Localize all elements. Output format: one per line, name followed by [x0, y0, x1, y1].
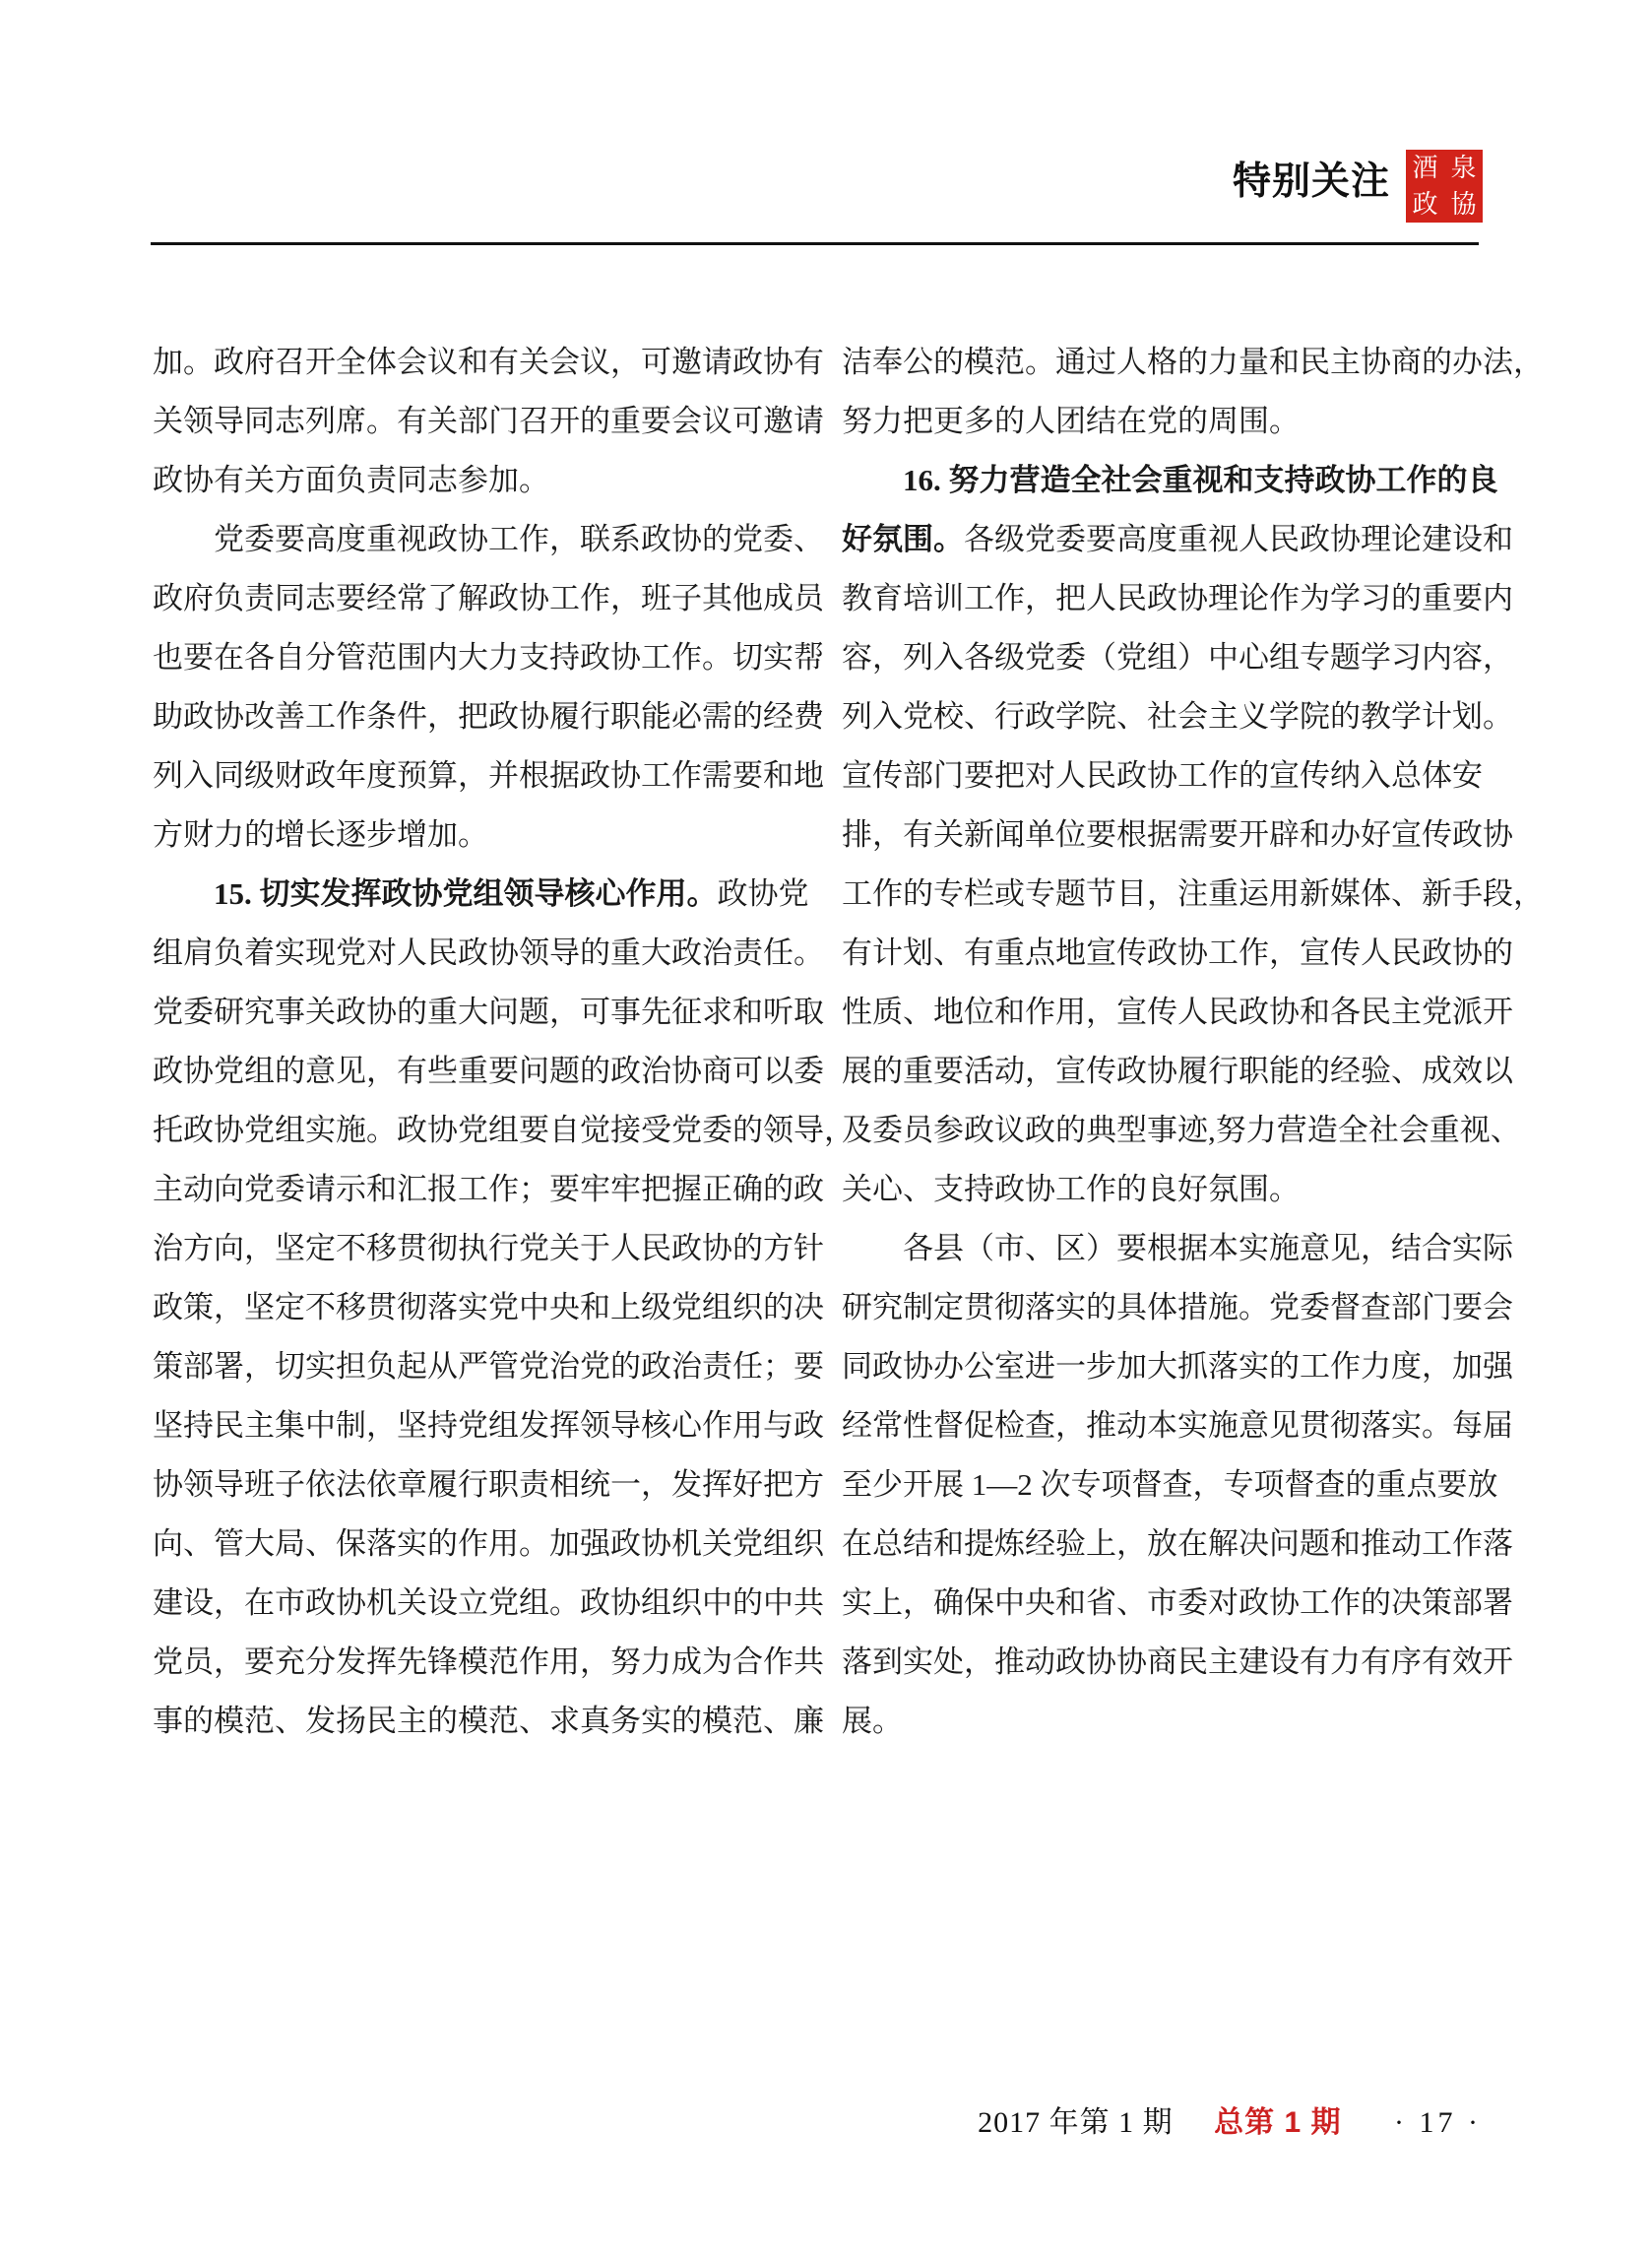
body-text: 方财力的增长逐步增加。	[153, 817, 488, 852]
text-line	[153, 865, 809, 924]
body-text: 党委要高度重视政协工作，联系政协的党委、	[214, 522, 824, 556]
body-text: 研究制定贯彻落实的具体措施。党委督查部门要会	[842, 1290, 1513, 1324]
body-text: 关领导同志列席。有关部门召开的重要会议可邀请	[153, 404, 824, 438]
header-divider	[151, 242, 1479, 245]
body-text: 在总结和提炼经验上，放在解决问题和推动工作落	[842, 1526, 1513, 1561]
section-title: 特别关注	[1232, 161, 1390, 203]
body-text: 教育培训工作，把人民政协理论作为学习的重要内	[842, 581, 1513, 615]
text-column-left	[153, 333, 855, 1751]
text-line	[842, 510, 1513, 569]
text-line	[842, 924, 1513, 983]
text-line	[842, 983, 1513, 1042]
body-text: 党员，要充分发挥先锋模范作用，努力成为合作共	[153, 1644, 824, 1679]
seal-char: 政	[1412, 189, 1438, 219]
bold-heading-text: 15. 切实发挥政协党组领导核心作用。	[214, 876, 718, 911]
body-text: 事的模范、发扬民主的模范、求真务实的模范、廉	[153, 1704, 824, 1738]
text-line	[153, 1278, 824, 1337]
body-text: 主动向党委请示和汇报工作；要牢牢把握正确的政	[153, 1172, 824, 1206]
bold-heading-text: 好氛围。	[842, 522, 964, 556]
text-line	[153, 1574, 824, 1633]
body-text: 党委研究事关政协的重大问题，可事先征求和听取	[153, 995, 824, 1029]
body-text: 关心、支持政协工作的良好氛围。	[842, 1172, 1300, 1206]
body-text: 也要在各自分管范围内大力支持政协工作。切实帮	[153, 640, 824, 675]
text-line	[153, 1101, 855, 1160]
text-line	[842, 1219, 1513, 1278]
text-line	[153, 1515, 824, 1574]
body-text: 政府负责同志要经常了解政协工作，班子其他成员	[153, 581, 824, 615]
body-text: 各县（市、区）要根据本实施意见，结合实际	[903, 1231, 1513, 1265]
text-line	[153, 1042, 824, 1101]
body-text: 向、管大局、保落实的作用。加强政协机关党组织	[153, 1526, 824, 1561]
body-text: 展。	[842, 1704, 903, 1738]
text-line	[842, 1396, 1513, 1455]
seal-char: 協	[1450, 189, 1477, 219]
body-text: 托政协党组实施。政协党组要自觉接受党委的领导，	[153, 1113, 855, 1147]
text-line	[153, 1396, 824, 1455]
text-line	[153, 569, 824, 628]
text-line	[153, 628, 824, 687]
text-line	[153, 1219, 824, 1278]
page-number: · 17 ·	[1394, 2106, 1482, 2139]
text-line	[842, 865, 1544, 924]
body-text: 同政协办公室进一步加大抓落实的工作力度，加强	[842, 1349, 1513, 1384]
seal-char: 泉	[1450, 153, 1477, 182]
text-line	[842, 1574, 1513, 1633]
text-line	[842, 1455, 1498, 1515]
seal-char: 酒	[1412, 153, 1438, 182]
body-text: 政协党	[717, 876, 809, 911]
body-text: 宣传部门要把对人民政协工作的宣传纳入总体安	[842, 758, 1483, 793]
body-text: 经常性督促检查，推动本实施意见贯彻落实。每届	[842, 1408, 1513, 1443]
body-text: 容，列入各级党委（党组）中心组专题学习内容，	[842, 640, 1513, 675]
body-text: 加。政府召开全体会议和有关会议，可邀请政协有	[153, 345, 824, 379]
text-line	[842, 333, 1544, 392]
text-line	[153, 1692, 824, 1751]
text-line	[842, 1160, 1482, 1219]
issue-label: 2017 年第 1 期	[978, 2106, 1174, 2139]
body-text: 治方向，坚定不移贯彻执行党关于人民政协的方针	[153, 1231, 824, 1265]
body-text: 协领导班子依法依章履行职责相统一，发挥好把方	[153, 1467, 824, 1502]
text-line	[842, 1278, 1513, 1337]
text-line	[153, 451, 793, 510]
bold-heading-text: 16. 努力营造全社会重视和支持政协工作的良	[903, 463, 1498, 497]
body-text: 政协党组的意见，有些重要问题的政治协商可以委	[153, 1054, 824, 1088]
text-line	[153, 392, 824, 451]
text-line	[842, 1042, 1513, 1101]
text-line	[842, 569, 1513, 628]
text-column-right	[842, 333, 1544, 1751]
text-line	[842, 1633, 1513, 1692]
text-line	[153, 1633, 824, 1692]
body-text: 建设，在市政协机关设立党组。政协组织中的中共	[153, 1585, 824, 1620]
text-line	[153, 806, 793, 865]
text-line	[153, 510, 824, 569]
text-line	[153, 333, 824, 392]
body-text: 及委员参政议政的典型事迹,努力营造全社会重视、	[842, 1113, 1521, 1147]
body-text: 坚持民主集中制，坚持党组发挥领导核心作用与政	[153, 1408, 824, 1443]
body-text: 策部署，切实担负起从严管党治党的政治责任；要	[153, 1349, 824, 1384]
body-text: 落到实处，推动政协协商民主建设有力有序有效开	[842, 1644, 1513, 1679]
journal-seal-stamp	[1406, 150, 1483, 223]
total-issue-label: 总第 1 期	[1214, 2106, 1342, 2139]
body-text: 努力把更多的人团结在党的周围。	[842, 404, 1300, 438]
text-line	[842, 1692, 1482, 1751]
body-text: 政协有关方面负责同志参加。	[153, 463, 549, 497]
body-text: 列入同级财政年度预算，并根据政协工作需要和地	[153, 758, 824, 793]
body-text: 政策，坚定不移贯彻落实党中央和上级党组织的决	[153, 1290, 824, 1324]
body-text: 洁奉公的模范。通过人格的力量和民主协商的办法，	[842, 345, 1544, 379]
text-line	[153, 746, 824, 806]
body-text: 各级党委要高度重视人民政协理论建设和	[964, 522, 1513, 556]
body-text: 实上，确保中央和省、市委对政协工作的决策部署	[842, 1585, 1513, 1620]
text-line	[153, 983, 824, 1042]
text-line	[842, 687, 1513, 746]
body-text: 展的重要活动，宣传政协履行职能的经验、成效以	[842, 1054, 1513, 1088]
text-line	[153, 924, 824, 983]
text-line	[153, 1337, 824, 1396]
text-line	[842, 1515, 1513, 1574]
body-text: 至少开展 1—2 次专项督查，专项督查的重点要放	[842, 1467, 1498, 1502]
body-text: 排，有关新闻单位要根据需要开辟和办好宣传政协	[842, 817, 1513, 852]
text-line	[842, 1337, 1513, 1396]
body-text: 有计划、有重点地宣传政协工作，宣传人民政协的	[842, 935, 1513, 970]
page-footer	[978, 2105, 1482, 2141]
text-line	[153, 1160, 824, 1219]
body-text: 工作的专栏或专题节目，注重运用新媒体、新手段，	[842, 876, 1544, 911]
text-line	[153, 1455, 824, 1515]
text-line	[842, 628, 1513, 687]
text-line	[842, 746, 1482, 806]
body-text: 性质、地位和作用，宣传人民政协和各民主党派开	[842, 995, 1513, 1029]
text-line	[842, 392, 1482, 451]
text-line	[842, 1101, 1521, 1160]
text-line	[842, 451, 1498, 510]
body-text: 助政协改善工作条件，把政协履行职能必需的经费	[153, 699, 824, 734]
body-text: 列入党校、行政学院、社会主义学院的教学计划。	[842, 699, 1513, 734]
body-text: 组肩负着实现党对人民政协领导的重大政治责任。	[153, 935, 824, 970]
text-line	[153, 687, 824, 746]
text-line	[842, 806, 1513, 865]
